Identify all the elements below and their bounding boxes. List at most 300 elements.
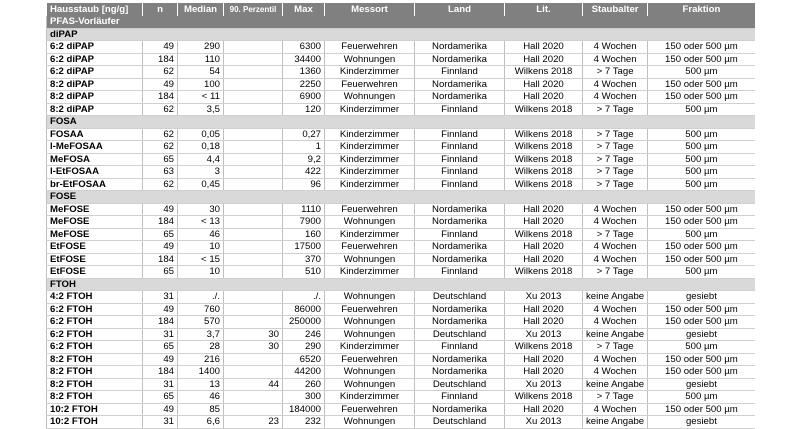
cell-percentile — [224, 128, 283, 141]
cell-dust-age: > 7 Tage — [583, 66, 648, 79]
cell-percentile: 30 — [224, 341, 283, 354]
col-header-location: Messort — [325, 3, 415, 16]
cell-median: < 13 — [178, 216, 224, 229]
cell-median: 760 — [178, 303, 224, 316]
cell-median: 3,5 — [178, 103, 224, 116]
cell-location: Wohnungen — [325, 216, 415, 229]
cell-country: Finnland — [415, 178, 505, 191]
cell-n: 184 — [143, 91, 178, 104]
cell-percentile — [224, 303, 283, 316]
cell-max: 17500 — [283, 241, 325, 254]
cell-median: < 11 — [178, 91, 224, 104]
cell-country: Deutschland — [415, 416, 505, 429]
table-row — [47, 266, 755, 279]
cell-n: 31 — [143, 291, 178, 304]
cell-fraction: 500 µm — [648, 103, 755, 116]
cell-max: 510 — [283, 266, 325, 279]
cell-location: Wohnungen — [325, 291, 415, 304]
cell-percentile: 23 — [224, 416, 283, 429]
cell-location: Feuerwehren — [325, 241, 415, 254]
cell-country: Finnland — [415, 391, 505, 404]
cell-percentile — [224, 153, 283, 166]
cell-n: 49 — [143, 353, 178, 366]
cell-country: Finnland — [415, 228, 505, 241]
cell-location: Feuerwehren — [325, 403, 415, 416]
cell-country: Nordamerika — [415, 316, 505, 329]
cell-n: 49 — [143, 403, 178, 416]
table-row — [47, 53, 755, 66]
cell-substance: 4:2 FTOH — [47, 291, 143, 304]
cell-reference: Xu 2013 — [505, 328, 583, 341]
col-header-country: Land — [415, 3, 505, 16]
cell-location: Kinderzimmer — [325, 153, 415, 166]
cell-location: Kinderzimmer — [325, 141, 415, 154]
cell-country: Nordamerika — [415, 303, 505, 316]
cell-location: Feuerwehren — [325, 41, 415, 54]
cell-n: 184 — [143, 53, 178, 66]
cell-fraction: 500 µm — [648, 66, 755, 79]
cell-dust-age: > 7 Tage — [583, 166, 648, 179]
cell-dust-age: > 7 Tage — [583, 178, 648, 191]
cell-percentile — [224, 366, 283, 379]
cell-max: 2250 — [283, 78, 325, 91]
table-row — [47, 228, 755, 241]
cell-median: 54 — [178, 66, 224, 79]
cell-median: 1400 — [178, 366, 224, 379]
cell-substance: 8:2 diPAP — [47, 103, 143, 116]
cell-median: 28 — [178, 341, 224, 354]
cell-substance: 8:2 FTOH — [47, 366, 143, 379]
cell-percentile — [224, 91, 283, 104]
cell-dust-age: 4 Wochen — [583, 53, 648, 66]
cell-country: Nordamerika — [415, 353, 505, 366]
cell-location: Kinderzimmer — [325, 103, 415, 116]
cell-reference: Xu 2013 — [505, 291, 583, 304]
table-row — [47, 91, 755, 104]
col-header-fraction: Fraktion — [648, 3, 755, 16]
cell-median: 46 — [178, 228, 224, 241]
table-row — [47, 216, 755, 229]
table-row — [47, 366, 755, 379]
cell-median: 0,05 — [178, 128, 224, 141]
cell-dust-age: 4 Wochen — [583, 366, 648, 379]
cell-n: 65 — [143, 391, 178, 404]
cell-max: 184000 — [283, 403, 325, 416]
cell-median: 290 — [178, 41, 224, 54]
cell-fraction: 500 µm — [648, 128, 755, 141]
table-row — [47, 128, 755, 141]
cell-median: 110 — [178, 53, 224, 66]
cell-max: 120 — [283, 103, 325, 116]
cell-max: 300 — [283, 391, 325, 404]
cell-percentile — [224, 266, 283, 279]
cell-median: 4,4 — [178, 153, 224, 166]
cell-max: 260 — [283, 378, 325, 391]
table-row — [47, 291, 755, 304]
cell-reference: Hall 2020 — [505, 253, 583, 266]
cell-reference: Hall 2020 — [505, 353, 583, 366]
cell-percentile — [224, 253, 283, 266]
col-header-median: Median — [178, 3, 224, 16]
cell-reference: Wilkens 2018 — [505, 153, 583, 166]
cell-reference: Hall 2020 — [505, 41, 583, 54]
cell-location: Wohnungen — [325, 378, 415, 391]
table-row — [47, 328, 755, 341]
cell-country: Nordamerika — [415, 216, 505, 229]
cell-substance: MeFOSE — [47, 203, 143, 216]
cell-percentile — [224, 216, 283, 229]
cell-reference: Wilkens 2018 — [505, 166, 583, 179]
cell-median: 6,6 — [178, 416, 224, 429]
table-row — [47, 353, 755, 366]
cell-reference: Wilkens 2018 — [505, 141, 583, 154]
table-row — [47, 403, 755, 416]
cell-country: Nordamerika — [415, 403, 505, 416]
table-row — [47, 166, 755, 179]
cell-substance: 8:2 diPAP — [47, 91, 143, 104]
cell-fraction: 150 oder 500 µm — [648, 203, 755, 216]
cell-median: 3,7 — [178, 328, 224, 341]
cell-max: 6900 — [283, 91, 325, 104]
cell-median: 30 — [178, 203, 224, 216]
table-row — [47, 391, 755, 404]
cell-location: Feuerwehren — [325, 303, 415, 316]
group-header-row — [47, 278, 755, 291]
group-header-row — [47, 28, 755, 41]
cell-reference: Hall 2020 — [505, 316, 583, 329]
cell-substance: 6:2 diPAP — [47, 66, 143, 79]
cell-dust-age: 4 Wochen — [583, 316, 648, 329]
cell-percentile: 44 — [224, 378, 283, 391]
cell-max: 1360 — [283, 66, 325, 79]
cell-median: 46 — [178, 391, 224, 404]
cell-country: Nordamerika — [415, 253, 505, 266]
cell-n: 31 — [143, 328, 178, 341]
section-row — [47, 16, 755, 28]
cell-median: 0,45 — [178, 178, 224, 191]
cell-percentile — [224, 353, 283, 366]
cell-reference: Xu 2013 — [505, 416, 583, 429]
table-row — [47, 253, 755, 266]
col-header-max: Max — [283, 3, 325, 16]
cell-reference: Wilkens 2018 — [505, 266, 583, 279]
cell-max: 1110 — [283, 203, 325, 216]
table-row — [47, 66, 755, 79]
cell-n: 65 — [143, 341, 178, 354]
table-row — [47, 241, 755, 254]
cell-substance: MeFOSE — [47, 228, 143, 241]
cell-n: 49 — [143, 41, 178, 54]
table-row — [47, 153, 755, 166]
cell-country: Nordamerika — [415, 53, 505, 66]
cell-median: 10 — [178, 241, 224, 254]
cell-n: 62 — [143, 178, 178, 191]
cell-dust-age: 4 Wochen — [583, 253, 648, 266]
cell-substance: 6:2 diPAP — [47, 53, 143, 66]
cell-reference: Hall 2020 — [505, 78, 583, 91]
cell-n: 62 — [143, 141, 178, 154]
cell-fraction: 500 µm — [648, 228, 755, 241]
cell-percentile — [224, 53, 283, 66]
cell-country: Finnland — [415, 128, 505, 141]
col-header-dust-age: Staubalter — [583, 3, 648, 16]
cell-percentile — [224, 403, 283, 416]
cell-n: 65 — [143, 266, 178, 279]
cell-fraction: 150 oder 500 µm — [648, 91, 755, 104]
cell-dust-age: 4 Wochen — [583, 203, 648, 216]
group-label: FOSE — [47, 191, 755, 204]
cell-location: Kinderzimmer — [325, 178, 415, 191]
cell-max: 34400 — [283, 53, 325, 66]
cell-country: Nordamerika — [415, 91, 505, 104]
cell-n: 62 — [143, 66, 178, 79]
cell-max: 6520 — [283, 353, 325, 366]
table-row — [47, 341, 755, 354]
cell-reference: Hall 2020 — [505, 203, 583, 216]
cell-country: Nordamerika — [415, 41, 505, 54]
cell-n: 184 — [143, 316, 178, 329]
cell-dust-age: > 7 Tage — [583, 228, 648, 241]
cell-substance: 6:2 FTOH — [47, 303, 143, 316]
group-header-row — [47, 116, 755, 129]
cell-reference: Wilkens 2018 — [505, 228, 583, 241]
cell-max: ./. — [283, 291, 325, 304]
cell-percentile — [224, 178, 283, 191]
cell-fraction: 500 µm — [648, 153, 755, 166]
cell-location: Kinderzimmer — [325, 166, 415, 179]
cell-percentile — [224, 103, 283, 116]
cell-n: 184 — [143, 253, 178, 266]
table-row — [47, 178, 755, 191]
cell-reference: Wilkens 2018 — [505, 391, 583, 404]
cell-n: 49 — [143, 78, 178, 91]
table-row — [47, 203, 755, 216]
cell-max: 422 — [283, 166, 325, 179]
cell-location: Kinderzimmer — [325, 66, 415, 79]
cell-max: 246 — [283, 328, 325, 341]
cell-n: 49 — [143, 241, 178, 254]
cell-location: Feuerwehren — [325, 78, 415, 91]
cell-fraction: 150 oder 500 µm — [648, 53, 755, 66]
table-row — [47, 103, 755, 116]
cell-country: Deutschland — [415, 291, 505, 304]
cell-fraction: gesiebt — [648, 291, 755, 304]
cell-fraction: 150 oder 500 µm — [648, 403, 755, 416]
cell-dust-age: 4 Wochen — [583, 241, 648, 254]
cell-substance: l-MeFOSAA — [47, 141, 143, 154]
cell-reference: Xu 2013 — [505, 378, 583, 391]
cell-max: 290 — [283, 341, 325, 354]
cell-reference: Hall 2020 — [505, 91, 583, 104]
cell-fraction: gesiebt — [648, 416, 755, 429]
cell-dust-age: keine Angabe — [583, 291, 648, 304]
cell-median: 85 — [178, 403, 224, 416]
cell-reference: Wilkens 2018 — [505, 66, 583, 79]
cell-country: Nordamerika — [415, 78, 505, 91]
cell-reference: Wilkens 2018 — [505, 341, 583, 354]
cell-reference: Hall 2020 — [505, 403, 583, 416]
cell-country: Nordamerika — [415, 366, 505, 379]
cell-percentile — [224, 316, 283, 329]
cell-n: 184 — [143, 366, 178, 379]
cell-dust-age: 4 Wochen — [583, 78, 648, 91]
cell-substance: MeFOSA — [47, 153, 143, 166]
cell-substance: 8:2 FTOH — [47, 378, 143, 391]
cell-dust-age: 4 Wochen — [583, 41, 648, 54]
cell-percentile: 30 — [224, 328, 283, 341]
cell-reference: Hall 2020 — [505, 53, 583, 66]
cell-reference: Hall 2020 — [505, 303, 583, 316]
cell-dust-age: keine Angabe — [583, 378, 648, 391]
cell-median: 216 — [178, 353, 224, 366]
cell-median: 100 — [178, 78, 224, 91]
cell-percentile — [224, 166, 283, 179]
cell-fraction: 500 µm — [648, 266, 755, 279]
cell-fraction: 150 oder 500 µm — [648, 216, 755, 229]
table-row — [47, 378, 755, 391]
cell-reference: Wilkens 2018 — [505, 103, 583, 116]
cell-max: 232 — [283, 416, 325, 429]
cell-n: 62 — [143, 128, 178, 141]
cell-reference: Hall 2020 — [505, 366, 583, 379]
cell-dust-age: 4 Wochen — [583, 216, 648, 229]
cell-fraction: 500 µm — [648, 341, 755, 354]
table-row — [47, 141, 755, 154]
cell-substance: 8:2 diPAP — [47, 78, 143, 91]
cell-max: 6300 — [283, 41, 325, 54]
col-header-percentile: 90. Perzentil — [224, 3, 283, 16]
cell-substance: 6:2 FTOH — [47, 316, 143, 329]
cell-max: 370 — [283, 253, 325, 266]
cell-location: Wohnungen — [325, 328, 415, 341]
cell-fraction: 150 oder 500 µm — [648, 41, 755, 54]
table-row — [47, 416, 755, 429]
cell-country: Finnland — [415, 153, 505, 166]
cell-fraction: 500 µm — [648, 391, 755, 404]
cell-max: 160 — [283, 228, 325, 241]
cell-substance: 6:2 FTOH — [47, 341, 143, 354]
cell-percentile — [224, 41, 283, 54]
cell-fraction: 500 µm — [648, 166, 755, 179]
cell-reference: Wilkens 2018 — [505, 128, 583, 141]
cell-location: Wohnungen — [325, 316, 415, 329]
cell-substance: EtFOSE — [47, 253, 143, 266]
cell-fraction: gesiebt — [648, 378, 755, 391]
cell-n: 31 — [143, 378, 178, 391]
cell-dust-age: > 7 Tage — [583, 141, 648, 154]
cell-location: Wohnungen — [325, 253, 415, 266]
cell-max: 7900 — [283, 216, 325, 229]
data-table — [46, 3, 755, 429]
cell-fraction: 150 oder 500 µm — [648, 241, 755, 254]
section-label: PFAS-Vorläufer — [47, 16, 755, 28]
cell-location: Feuerwehren — [325, 353, 415, 366]
cell-fraction: 150 oder 500 µm — [648, 353, 755, 366]
cell-substance: EtFOSE — [47, 266, 143, 279]
cell-location: Kinderzimmer — [325, 266, 415, 279]
header-row — [47, 3, 755, 16]
cell-max: 96 — [283, 178, 325, 191]
cell-substance: 6:2 diPAP — [47, 41, 143, 54]
cell-max: 0,27 — [283, 128, 325, 141]
cell-n: 65 — [143, 228, 178, 241]
cell-percentile — [224, 291, 283, 304]
cell-country: Finnland — [415, 66, 505, 79]
cell-dust-age: 4 Wochen — [583, 353, 648, 366]
cell-location: Wohnungen — [325, 91, 415, 104]
cell-dust-age: > 7 Tage — [583, 266, 648, 279]
cell-max: 9,2 — [283, 153, 325, 166]
group-label: FOSA — [47, 116, 755, 129]
cell-n: 65 — [143, 153, 178, 166]
cell-location: Feuerwehren — [325, 203, 415, 216]
cell-percentile — [224, 66, 283, 79]
cell-substance: EtFOSE — [47, 241, 143, 254]
cell-n: 49 — [143, 203, 178, 216]
cell-country: Deutschland — [415, 378, 505, 391]
col-header-n: n — [143, 3, 178, 16]
cell-percentile — [224, 241, 283, 254]
cell-location: Kinderzimmer — [325, 391, 415, 404]
cell-percentile — [224, 141, 283, 154]
col-header-substance: Hausstaub [ng/g] — [47, 3, 143, 16]
cell-location: Wohnungen — [325, 416, 415, 429]
cell-n: 184 — [143, 216, 178, 229]
cell-dust-age: 4 Wochen — [583, 91, 648, 104]
cell-percentile — [224, 78, 283, 91]
cell-reference: Hall 2020 — [505, 216, 583, 229]
cell-location: Kinderzimmer — [325, 228, 415, 241]
cell-n: 31 — [143, 416, 178, 429]
cell-fraction: 150 oder 500 µm — [648, 78, 755, 91]
cell-dust-age: 4 Wochen — [583, 403, 648, 416]
cell-substance: l-EtFOSAA — [47, 166, 143, 179]
cell-fraction: 500 µm — [648, 178, 755, 191]
cell-country: Finnland — [415, 266, 505, 279]
cell-country: Nordamerika — [415, 241, 505, 254]
cell-country: Finnland — [415, 166, 505, 179]
cell-country: Finnland — [415, 141, 505, 154]
cell-substance: 10:2 FTOH — [47, 416, 143, 429]
cell-dust-age: > 7 Tage — [583, 103, 648, 116]
cell-percentile — [224, 228, 283, 241]
cell-fraction: 500 µm — [648, 141, 755, 154]
col-header-reference: Lit. — [505, 3, 583, 16]
cell-median: ./. — [178, 291, 224, 304]
table-row — [47, 303, 755, 316]
cell-dust-age: 4 Wochen — [583, 303, 648, 316]
table-row — [47, 78, 755, 91]
cell-dust-age: > 7 Tage — [583, 153, 648, 166]
cell-median: 0,18 — [178, 141, 224, 154]
cell-fraction: 150 oder 500 µm — [648, 253, 755, 266]
cell-country: Finnland — [415, 103, 505, 116]
cell-n: 63 — [143, 166, 178, 179]
cell-location: Wohnungen — [325, 53, 415, 66]
cell-max: 44200 — [283, 366, 325, 379]
cell-dust-age: > 7 Tage — [583, 391, 648, 404]
cell-fraction: 150 oder 500 µm — [648, 316, 755, 329]
cell-reference: Wilkens 2018 — [505, 178, 583, 191]
cell-percentile — [224, 391, 283, 404]
cell-country: Finnland — [415, 341, 505, 354]
cell-max: 86000 — [283, 303, 325, 316]
cell-n: 49 — [143, 303, 178, 316]
table-body — [47, 16, 755, 428]
cell-location: Kinderzimmer — [325, 128, 415, 141]
cell-median: 570 — [178, 316, 224, 329]
cell-country: Deutschland — [415, 328, 505, 341]
